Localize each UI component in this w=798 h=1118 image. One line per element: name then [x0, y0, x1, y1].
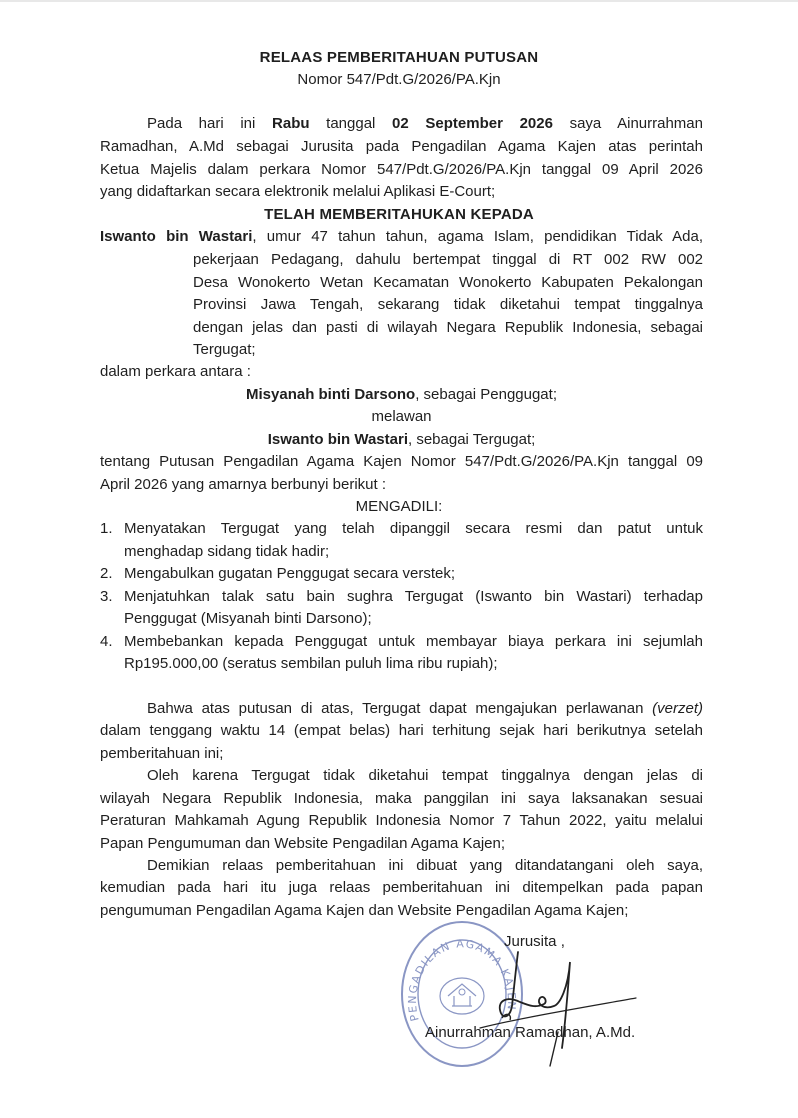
closing-p2-line-3: Peraturan Mahkamah Agung Republik Indonesia Nomor 7 Tahun 2022, yaitu melalui — [100, 812, 703, 829]
closing-p2-line-4: Papan Pengumuman dan Website Pengadilan Agama Kajen; — [100, 835, 506, 852]
verdict-item-3-line-2: Penggugat (Misyanah binti Darsono); — [124, 610, 372, 627]
document-number: Nomor 547/Pdt.G/2026/PA.Kjn — [297, 71, 501, 88]
closing-p2-line-2: wilayah Negara Republik Indonesia, maka panggilan ini saya laksanakan sesuai — [100, 790, 703, 807]
plaintiff-line: Misyanah binti Darsono, sebagai Penggugat; — [246, 386, 557, 403]
closing-p1-line-2: dalam tenggang waktu 14 (empat belas) hari terhitung sejak hari berikutnya setelah — [100, 722, 703, 739]
verdict-number-1: 1. — [100, 520, 113, 537]
notice-heading: TELAH MEMBERITAHUKAN KEPADA — [264, 206, 534, 223]
closing-p1-line-3: pemberitahuan ini; — [100, 745, 224, 762]
defendant-line: Iswanto bin Wastari, sebagai Tergugat; — [267, 431, 536, 448]
handwritten-signature — [440, 948, 640, 1068]
closing-p3-line-3: pengumuman Pengadilan Agama Kajen dan Website Pengadilan Agama Kajen; — [100, 902, 629, 919]
verdict-number-4: 4. — [100, 633, 113, 650]
ruling-intro-line-2: April 2026 yang amarnya berbunyi berikut : — [100, 476, 386, 493]
verdict-item-4-line-1: Membebankan kepada Penggugat untuk membayar biaya perkara ini sejumlah — [124, 633, 703, 650]
closing-p3-line-2: kemudian pada hari itu juga relaas pemberitahuan ini ditempelkan pada papan — [100, 879, 703, 896]
closing-p1-line-1: Bahwa atas putusan di atas, Tergugat dapat mengajukan perlawanan (verzet) — [147, 700, 703, 717]
verdict-item-1-line-1: Menyatakan Tergugat yang telah dipanggil secara resmi dan patut untuk — [124, 520, 703, 537]
verdict-number-2: 2. — [100, 565, 113, 582]
recipient-line-1: Iswanto bin Wastari, umur 47 tahun tahun, agama Islam, pendidikan Tidak Ada, — [100, 228, 703, 245]
versus-line: melawan — [371, 408, 432, 425]
verdict-number-3: 3. — [100, 588, 113, 605]
opening-line-4: yang didaftarkan secara elektronik melalui Aplikasi E-Court; — [100, 183, 496, 200]
verdict-item-4-line-2: Rp195.000,00 (seratus sembilan puluh lima ribu rupiah); — [124, 655, 498, 672]
signatory-name: Ainurrahman Ramadhan, A.Md. — [425, 1024, 636, 1041]
verdict-item-3-line-1: Menjatuhkan talak satu bain sughra Tergugat (Iswanto bin Wastari) terhadap — [124, 588, 703, 605]
plaintiff-name: Misyanah binti Darsono — [246, 386, 416, 403]
document-title: RELAAS PEMBERITAHUAN PUTUSAN — [259, 49, 539, 66]
ruling-intro-line-1: tentang Putusan Pengadilan Agama Kajen Nomor 547/Pdt.G/2026/PA.Kjn tanggal 09 — [100, 453, 703, 470]
verdict-heading: MENGADILI: — [355, 498, 443, 515]
closing-p2-line-1: Oleh karena Tergugat tidak diketahui tempat tinggalnya dengan jelas di — [147, 767, 703, 784]
recipient-line-5: dengan jelas dan pasti di wilayah Negara Republik Indonesia, sebagai — [193, 319, 703, 336]
defendant-name: Iswanto bin Wastari — [267, 431, 408, 448]
opening-line-2: Ramadhan, A.Md sebagai Jurusita pada Pengadilan Agama Kajen atas perintah — [100, 138, 703, 155]
recipient-line-2: pekerjaan Pedagang, dahulu bertempat tinggal di RT 002 RW 002 — [193, 251, 703, 268]
recipient-line-6: Tergugat; — [193, 341, 256, 358]
recipient-line-4: Provinsi Jawa Tengah, sekarang tidak diketahui tempat tinggalnya — [193, 296, 703, 313]
opening-line-3: Ketua Majelis dalam perkara Nomor 547/Pdt.G/2026/PA.Kjn tanggal 09 April 2026 — [100, 161, 703, 178]
opening-line-1: Pada hari ini Rabu tanggal 02 September 2026 saya Ainurrahman — [147, 115, 703, 132]
case-intro: dalam perkara antara : — [100, 363, 251, 380]
scan-edge — [0, 0, 798, 2]
closing-p3-line-1: Demikian relaas pemberitahuan ini dibuat yang ditandatangani oleh saya, — [147, 857, 703, 874]
signatory-role: Jurusita , — [504, 933, 565, 950]
verdict-item-1-line-2: menghadap sidang tidak hadir; — [124, 543, 330, 560]
verdict-item-2-line-1: Mengabulkan gugatan Penggugat secara verstek; — [124, 565, 456, 582]
recipient-line-3: Desa Wonokerto Wetan Kecamatan Wonokerto Kabupaten Pekalongan — [193, 274, 703, 291]
recipient-name: Iswanto bin Wastari — [100, 228, 253, 245]
seal-text: PENGADILAN AGAMA KAJEN — [405, 937, 519, 1023]
